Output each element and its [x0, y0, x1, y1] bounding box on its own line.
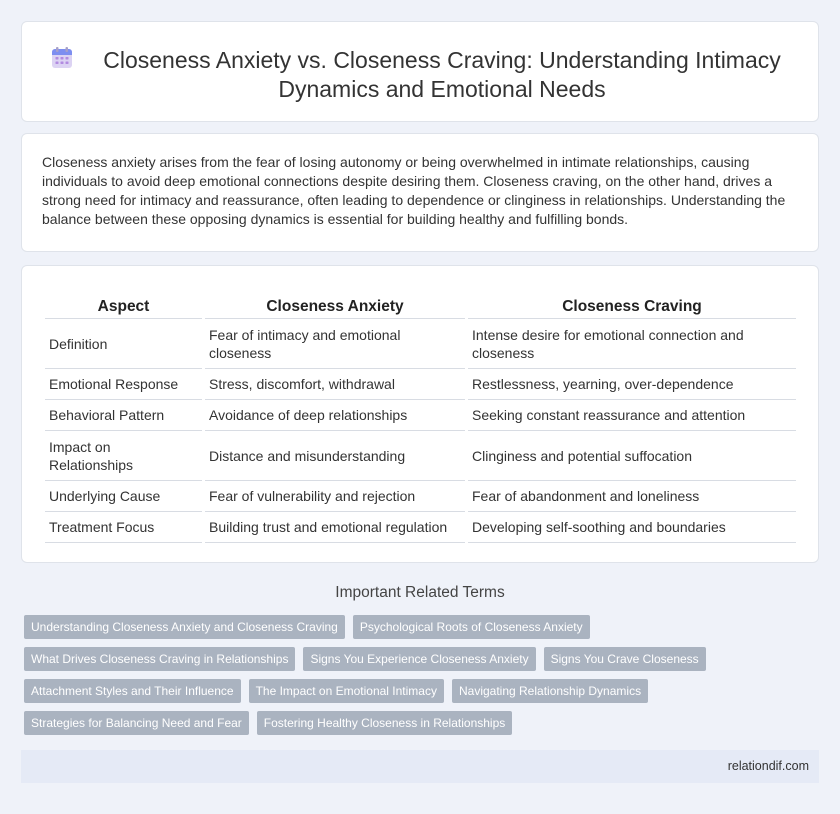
table-row [45, 369, 796, 400]
cell-aspect: Emotional Response [45, 369, 202, 400]
footer [21, 750, 819, 783]
header-closeness-anxiety: Closeness Anxiety [205, 295, 465, 319]
related-term-tag[interactable]: What Drives Closeness Craving in Relationships [24, 647, 295, 671]
intro-card [21, 133, 819, 252]
tag-row [24, 679, 724, 703]
related-term-tag[interactable]: Signs You Experience Closeness Anxiety [303, 647, 535, 671]
cell-anxiety: Fear of intimacy and emotional closeness [205, 319, 465, 369]
related-term-tag[interactable]: Navigating Relationship Dynamics [452, 679, 648, 703]
related-term-tag[interactable]: Strategies for Balancing Need and Fear [24, 711, 249, 735]
cell-craving: Restlessness, yearning, over-dependence [468, 369, 796, 400]
cell-anxiety: Fear of vulnerability and rejection [205, 481, 465, 512]
cell-anxiety: Stress, discomfort, withdrawal [205, 369, 465, 400]
title-card [21, 21, 819, 122]
tag-row [24, 615, 724, 639]
related-term-tag[interactable]: Psychological Roots of Closeness Anxiety [353, 615, 590, 639]
cell-craving: Fear of abandonment and loneliness [468, 481, 796, 512]
related-term-tag[interactable]: Fostering Healthy Closeness in Relationships [257, 711, 512, 735]
table-row [45, 481, 796, 512]
cell-anxiety: Building trust and emotional regulation [205, 512, 465, 543]
cell-aspect: Underlying Cause [45, 481, 202, 512]
cell-anxiety: Avoidance of deep relationships [205, 400, 465, 431]
cell-aspect: Behavioral Pattern [45, 400, 202, 431]
intro-paragraph: Closeness anxiety arises from the fear of losing autonomy or being overwhelmed in intimate relationships, causing individuals to avoid deep emotional connections despite desiring them. Closeness craving, on the other hand, drives a strong need for intimacy and reassurance, often leading to dependence or clinginess in relationships. Understanding the balance between these opposing dynamics is essential for building healthy and fulfilling bonds. [42, 154, 786, 227]
comparison-table [42, 295, 799, 543]
related-term-tag[interactable]: Understanding Closeness Anxiety and Closeness Craving [24, 615, 345, 639]
cell-aspect: Impact on Relationships [45, 431, 202, 481]
calendar-icon [50, 46, 74, 70]
header-aspect: Aspect [45, 295, 202, 319]
site-name[interactable]: relationdif.com [727, 759, 809, 773]
cell-craving: Clinginess and potential suffocation [468, 431, 796, 481]
related-terms-list [24, 615, 724, 743]
page-title: Closeness Anxiety vs. Closeness Craving: Understanding Intimacy Dynamics and Emotional Needs [103, 47, 781, 102]
cell-anxiety: Distance and misunderstanding [205, 431, 465, 481]
table-row [45, 400, 796, 431]
related-terms-heading: Important Related Terms [335, 584, 505, 601]
table-row [45, 319, 796, 369]
table-row [45, 431, 796, 481]
cell-craving: Developing self-soothing and boundaries [468, 512, 796, 543]
related-term-tag[interactable]: Signs You Crave Closeness [544, 647, 706, 671]
comparison-card [21, 265, 819, 563]
related-term-tag[interactable]: The Impact on Emotional Intimacy [249, 679, 444, 703]
tag-row [24, 647, 724, 671]
table-row [45, 512, 796, 543]
table-header-row [45, 295, 796, 319]
cell-aspect: Definition [45, 319, 202, 369]
cell-craving: Seeking constant reassurance and attention [468, 400, 796, 431]
tag-row [24, 711, 724, 735]
cell-craving: Intense desire for emotional connection and closeness [468, 319, 796, 369]
related-term-tag[interactable]: Attachment Styles and Their Influence [24, 679, 241, 703]
cell-aspect: Treatment Focus [45, 512, 202, 543]
header-closeness-craving: Closeness Craving [468, 295, 796, 319]
